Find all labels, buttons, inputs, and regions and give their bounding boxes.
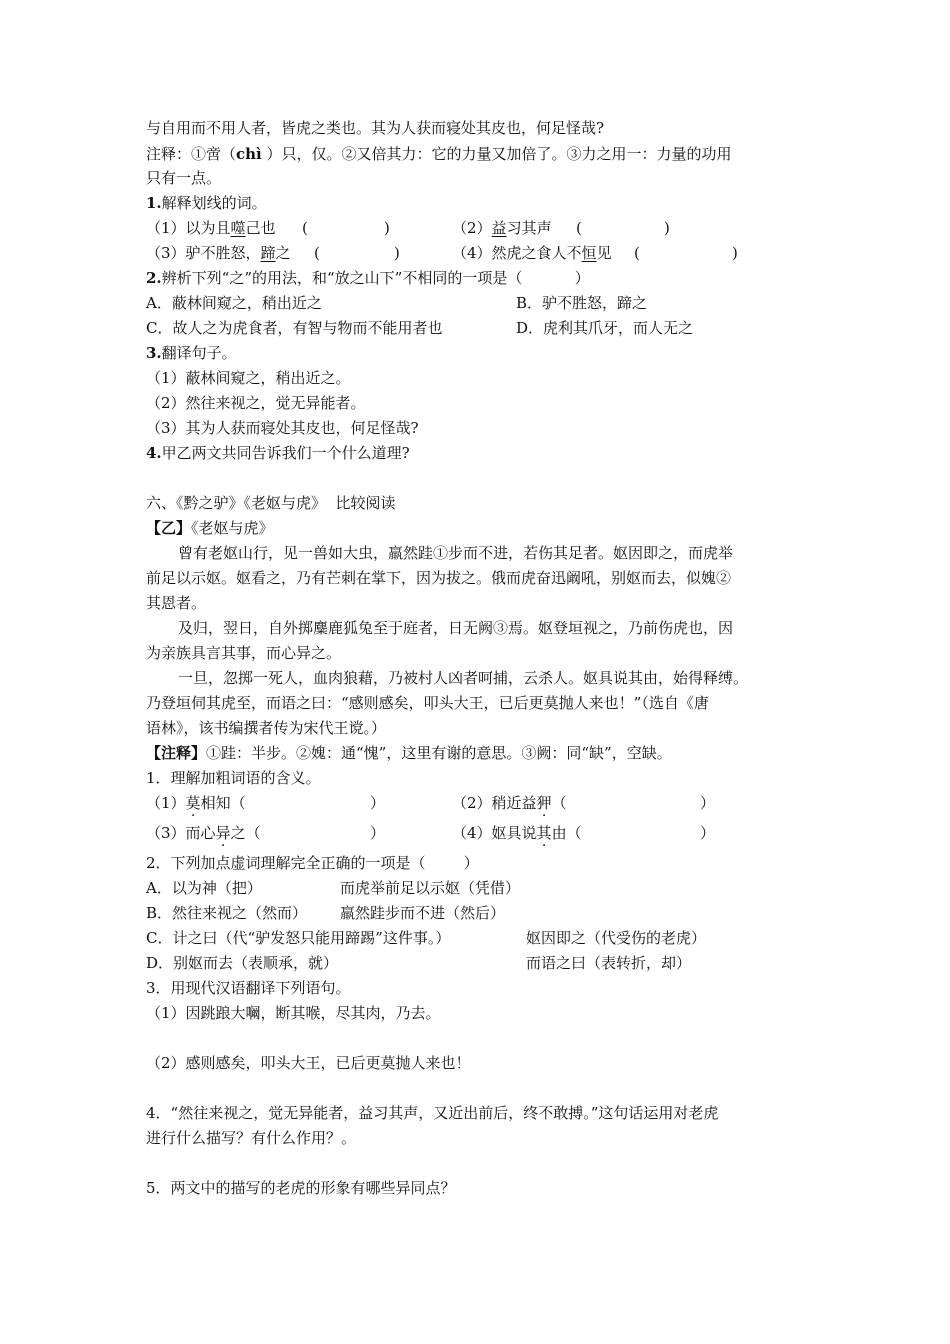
answer-blank-close: )	[384, 219, 390, 237]
question-text: 解释划线的词。	[161, 194, 267, 212]
passage-line: 曾有老妪山行，见一兽如大虫，羸然跬①步而不进，若伤其足者。妪因即之，而虎举	[178, 544, 734, 562]
question-1-item-4	[452, 243, 612, 263]
question-3-heading: 3．用现代汉语翻译下列语句。	[146, 979, 351, 997]
underlined-word: 噬	[230, 219, 246, 237]
question-2-heading	[146, 268, 590, 288]
question-1-item-3	[146, 243, 291, 263]
option-c-right: 妪因即之（代受伤的老虎）	[526, 929, 707, 947]
text-line: 与自用而不用人者，皆虎之类也。其为人获而寝处其皮也，何足怪哉?	[146, 119, 605, 137]
passage-line: 及归，翌日，自外掷麋鹿狐兔至于庭者，日无阙③焉。妪登垣视之，乃前伤虎也，因	[178, 619, 734, 637]
item-text: 己也	[245, 219, 276, 237]
question-number: 4.	[146, 444, 162, 462]
answer-blank-close: ）	[700, 794, 716, 812]
passage-label: 【乙】	[146, 519, 192, 537]
notes-line	[146, 743, 672, 763]
annotation-text: 注释：①啻（	[146, 145, 237, 163]
pinyin: chì	[236, 145, 262, 163]
question-1-heading: 1．理解加粗词语的含义。	[146, 769, 321, 787]
passage-line: 其恩者。	[146, 594, 207, 612]
option-a-right: 而虎举前足以示妪（凭借）	[340, 879, 521, 897]
answer-blank-open: (	[576, 219, 582, 237]
item-text: 之（	[230, 824, 261, 842]
question-1-heading	[146, 193, 267, 213]
option-b-right: 羸然跬步而不进（然后）	[340, 904, 506, 922]
dotted-word: 异	[215, 824, 231, 842]
answer-blank-close: )	[394, 244, 400, 262]
option-d-left: D．别妪而去（表顺承，就）	[146, 954, 339, 972]
section-heading: 六、《黔之驴》《老妪与虎》 比较阅读	[146, 494, 396, 512]
underlined-word: 蹄	[260, 244, 276, 262]
answer-blank-open: (	[302, 219, 308, 237]
vocab-item-4	[452, 823, 582, 843]
item-text: （	[551, 794, 567, 812]
item-text: （1）以为且	[146, 219, 231, 237]
item-text: 见	[596, 244, 612, 262]
question-4-line: 进行什么描写？有什么作用？。	[146, 1129, 357, 1147]
question-1-item-1	[146, 218, 276, 238]
passage-line: 为亲族具言其事，而心异之。	[146, 644, 342, 662]
underlined-word: 益	[491, 219, 507, 237]
translation-item-2: （2）然往来视之，觉无异能者。	[146, 394, 366, 412]
underlined-word: 恒	[581, 244, 597, 262]
option-d: D．虎利其爪牙，而人无之	[516, 319, 694, 337]
translation-item-1: （1）因跳踉大㘎，断其喉，尽其肉，乃去。	[146, 1004, 441, 1022]
passage-name: 《老妪与虎》	[191, 519, 274, 537]
dotted-word: 狎	[536, 794, 552, 812]
item-text: 之	[275, 244, 291, 262]
notes-text: ①跬：半步。②媿：通“愧”，这里有谢的意思。③阙：同“缺”，空缺。	[206, 744, 672, 762]
question-3-heading	[146, 343, 237, 363]
dotted-word: 莫	[185, 794, 201, 812]
option-b-left: B．然往来视之（然而）	[146, 904, 308, 922]
option-a-left: A．以为神（把）	[146, 879, 262, 897]
option-c-left: C．计之曰（代“驴发怒只能用蹄踢”这件事。）	[146, 929, 451, 947]
item-text: （3）驴不胜怒，	[146, 244, 261, 262]
question-4-heading	[146, 443, 410, 463]
question-4-line: 4．“然往来视之，觉无异能者，益习其声，又近出前后，终不敢搏。”这句话运用对老虎	[146, 1104, 719, 1122]
passage-line: 语林》，该书编撰者传为宋代王谠。）	[146, 719, 387, 737]
passage-line: 乃登垣伺其虎至，而语之曰：“感则感矣，叩头大王，已后更莫抛人来也！”（选自《唐	[146, 694, 709, 712]
question-number: 3.	[146, 344, 162, 362]
passage-line: 一旦，忽掷一死人，血肉狼藉，乃被村人凶者呵捕，云杀人。妪具说其由，始得释缚。	[178, 669, 749, 687]
item-text: （1）	[146, 794, 186, 812]
annotation-text: ）只，仅。②又倍其力：它的力量又加倍了。③力之用一：力量的功用	[261, 145, 732, 163]
vocab-item-1	[146, 793, 246, 813]
answer-blank-open: (	[634, 244, 640, 262]
item-text: （3）而心	[146, 824, 216, 842]
translation-item-2: （2）感则感矣，叩头大王，已后更莫抛人来也！	[146, 1054, 471, 1072]
item-text: 由（	[551, 824, 582, 842]
question-5: 5．两文中的描写的老虎的形象有哪些异同点？	[146, 1179, 456, 1197]
vocab-item-2	[452, 793, 567, 813]
answer-blank-close: )	[732, 244, 738, 262]
option-d-right: 而语之曰（表转折，却）	[526, 954, 692, 972]
answer-blank-open: (	[314, 244, 320, 262]
item-text: 相知（	[200, 794, 246, 812]
annotation-line: 只有一点。	[146, 169, 222, 187]
question-text: 翻译句子。	[161, 344, 237, 362]
question-text: 甲乙两文共同告诉我们一个什么道理?	[161, 444, 410, 462]
item-text: （2）	[452, 219, 492, 237]
option-a: A．蔽林间窥之，稍出近之	[146, 294, 322, 312]
answer-blank-close: )	[664, 219, 670, 237]
answer-blank-close: ）	[370, 824, 386, 842]
annotation-line	[146, 144, 732, 164]
item-text: （2）稍近益	[452, 794, 537, 812]
answer-blank-close: ）	[370, 794, 386, 812]
option-b: B．驴不胜怒，蹄之	[516, 294, 648, 312]
vocab-item-3	[146, 823, 261, 843]
answer-blank-close: ）	[700, 824, 716, 842]
question-number: 2.	[146, 269, 162, 287]
question-2-heading: 2．下列加点虚词理解完全正确的一项是（ ）	[146, 854, 479, 872]
passage-line: 前足以示妪。妪看之，乃有芒刺在掌下，因为拔之。俄而虎奋迅阚吼，别妪而去，似媿②	[146, 569, 732, 587]
translation-item-3: （3）其为人获而寝处其皮也，何足怪哉?	[146, 419, 419, 437]
item-text: （4）然虎之食人不	[452, 244, 582, 262]
translation-item-1: （1）蔽林间窥之，稍出近之。	[146, 369, 351, 387]
dotted-word: 其	[536, 824, 552, 842]
passage-title	[146, 518, 274, 538]
option-c: C．故人之为虎食者，有智与物而不能用者也	[146, 319, 443, 337]
item-text: （4）妪具说	[452, 824, 537, 842]
question-text: 辨析下列“之”的用法，和“放之山下”不相同的一项是（ ）	[161, 269, 590, 287]
question-number: 1.	[146, 194, 162, 212]
question-1-item-2	[452, 218, 552, 238]
notes-label: 【注释】	[146, 744, 207, 762]
item-text: 习其声	[506, 219, 552, 237]
